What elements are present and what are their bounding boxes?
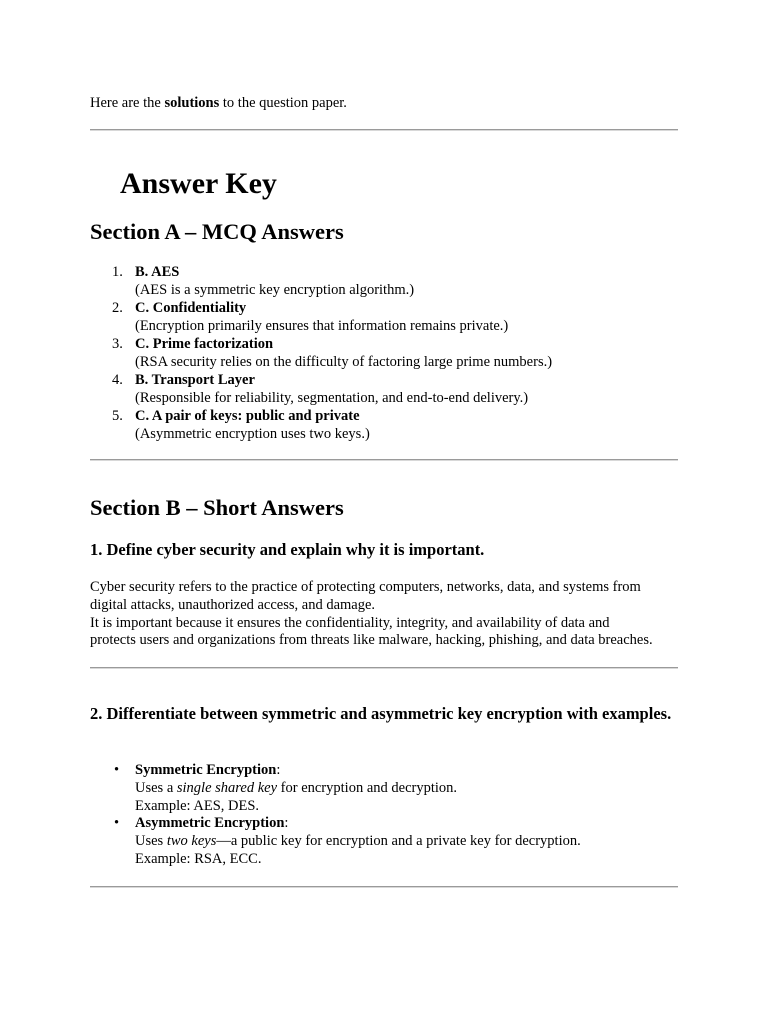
section-a-heading: Section A – MCQ Answers — [90, 219, 344, 244]
answer-choice: B. Transport Layer — [135, 372, 255, 388]
divider-2 — [90, 459, 678, 461]
answer-explanation: (AES is a symmetric key encryption algorithm.) — [135, 282, 415, 298]
term-colon: : — [284, 815, 289, 832]
bullet-icon: • — [114, 815, 120, 832]
answer-line: digital attacks, unauthorized access, and damage. — [90, 596, 376, 613]
mcq-answer-list — [90, 263, 552, 443]
answer-choice: C. A pair of keys: public and private — [135, 408, 360, 424]
answer-explanation: (RSA security relies on the difficulty of factoring large prime numbers.) — [135, 354, 553, 370]
question-2-heading: 2. Differentiate between symmetric and asymmetric key encryption with examples. — [90, 704, 672, 723]
uses-after: —a public key for encryption and a private key for decryption. — [216, 833, 581, 850]
uses-italic: single shared key — [176, 779, 278, 796]
intro-text — [90, 94, 347, 112]
list-item-number: 5. — [112, 408, 123, 424]
divider-4 — [90, 886, 678, 888]
example-text: Example: AES, DES. — [135, 797, 260, 814]
list-item-number: 2. — [112, 300, 123, 316]
page-title: Answer Key — [120, 167, 277, 200]
uses-italic: two keys — [166, 833, 217, 850]
answer-choice: C. Prime factorization — [135, 336, 274, 352]
list-item-number: 3. — [112, 336, 123, 352]
answer-explanation: (Asymmetric encryption uses two keys.) — [135, 426, 370, 442]
list-item — [90, 762, 581, 815]
list-item — [90, 299, 552, 335]
divider-3 — [90, 667, 678, 669]
uses-after: for encryption and decryption. — [277, 779, 458, 796]
list-item — [90, 371, 552, 407]
intro-bold: solutions — [164, 95, 220, 111]
list-item — [90, 815, 581, 868]
question-1-answer — [90, 579, 678, 650]
answer-choice: C. Confidentiality — [135, 300, 247, 316]
question-1-heading: 1. Define cyber security and explain why it is important. — [90, 540, 485, 559]
term-symmetric: Symmetric Encryption — [135, 762, 277, 778]
answer-line: Cyber security refers to the practice of protecting computers, networks, data, and systems from — [90, 579, 641, 595]
list-item — [90, 407, 552, 443]
term-colon: : — [276, 762, 281, 778]
section-b-heading: Section B – Short Answers — [90, 495, 344, 520]
list-item-number: 1. — [112, 264, 123, 280]
list-item — [90, 335, 552, 371]
encryption-comparison-list — [90, 762, 581, 869]
list-item — [90, 263, 552, 299]
divider-1 — [90, 129, 678, 131]
intro-after: to the question paper. — [219, 95, 347, 111]
list-item-number: 4. — [112, 372, 123, 388]
answer-line: It is important because it ensures the confidentiality, integrity, and availability of data and — [90, 614, 610, 631]
answer-explanation: (Responsible for reliability, segmentation, and end-to-end delivery.) — [135, 390, 529, 406]
answer-choice: B. AES — [135, 264, 180, 280]
answer-line: protects users and organizations from threats like malware, hacking, phishing, and data breaches. — [90, 632, 653, 649]
intro-before: Here are the — [90, 95, 165, 111]
bullet-icon: • — [114, 762, 120, 778]
uses-before: Uses — [135, 833, 167, 850]
uses-before: Uses a — [135, 779, 177, 796]
answer-explanation: (Encryption primarily ensures that information remains private.) — [135, 318, 509, 334]
example-text: Example: RSA, ECC. — [135, 850, 262, 867]
term-asymmetric: Asymmetric Encryption — [135, 815, 285, 832]
